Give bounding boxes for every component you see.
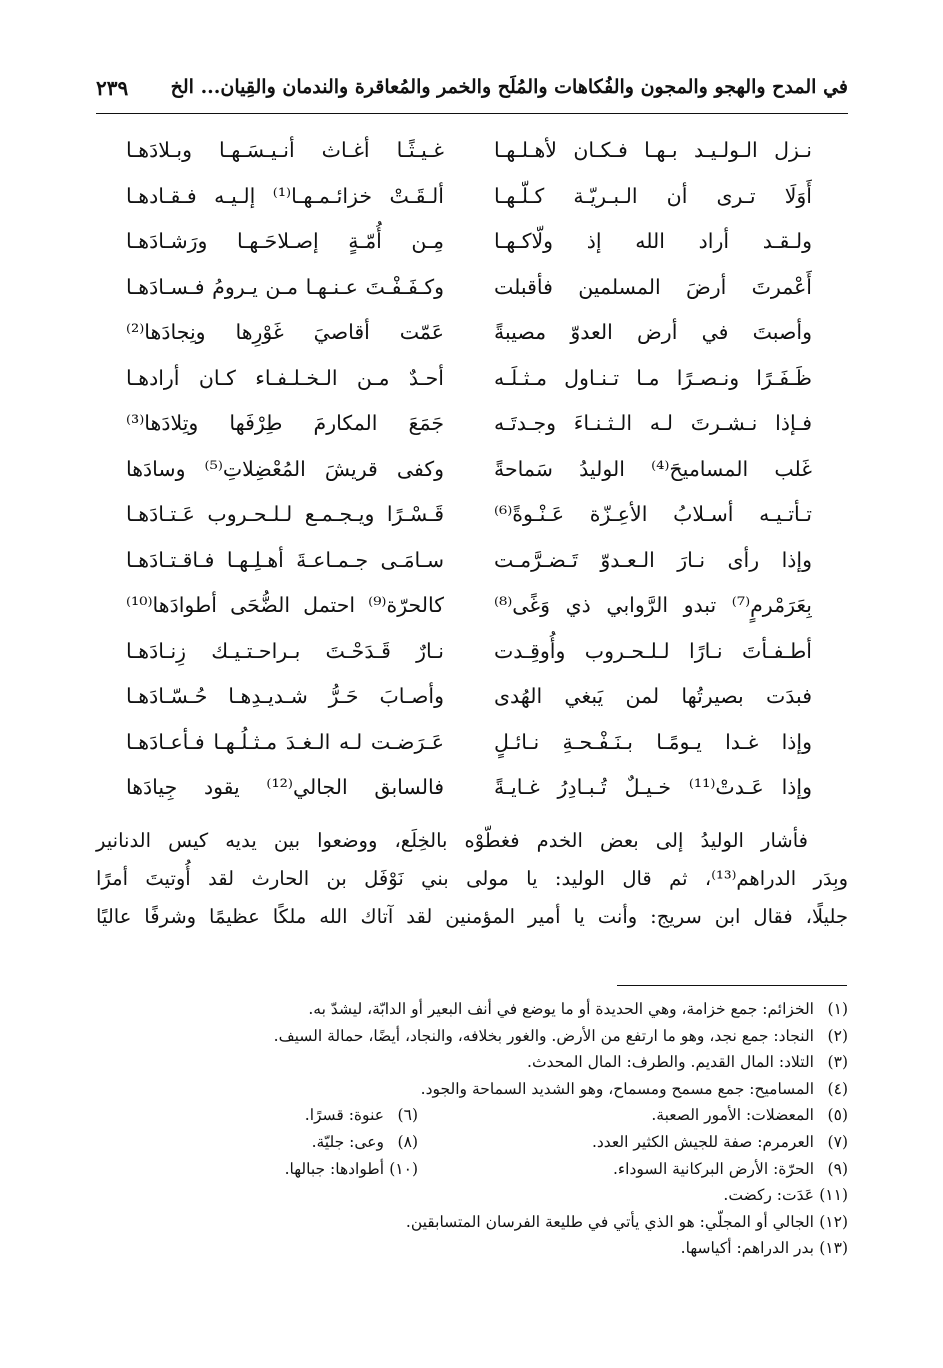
- verse: [96, 674, 848, 720]
- footnote-number: (١٠): [389, 1159, 418, 1178]
- footnotes: [96, 996, 848, 1262]
- footnote-text: وعى: جليّة.: [311, 1132, 384, 1151]
- footnote-text: المساميح: جمع مسمح ومسماح، وهو الشديد السماحة والجود.: [420, 1079, 814, 1098]
- footnote: [96, 1023, 848, 1050]
- verse-second-hemistich: سـامَـى جـمـاعـةَ أهـلِـهـا فـاقـتـادَهـا: [126, 547, 444, 572]
- footnote: [96, 1209, 848, 1236]
- footnote: [96, 1156, 848, 1183]
- footnote: [96, 1235, 848, 1262]
- verse-second-hemistich: وكفى قريشَ المُعْضِلاتِ⁽⁵⁾ وسادَها: [126, 456, 444, 481]
- verse-first-hemistich: أَوَلَا تـرى أن الـبـريّـة كـلّـهـا: [494, 183, 812, 208]
- header-divider: [96, 113, 848, 114]
- footnote-number: (٦): [397, 1106, 418, 1125]
- verse-second-hemistich: جَمَعَ المكارمَ طِرْفَها وتِلادَها⁽³⁾: [126, 411, 444, 435]
- footnote-text: عَدَت: ركضت.: [723, 1186, 814, 1205]
- footnote-text: الحرّة: الأرض البركانية السوداء.: [612, 1159, 814, 1178]
- verse: [96, 720, 848, 766]
- verse-second-hemistich: عَـرَضـت لـه الـغـدَ مـثـلُـهـا فـأعـادَهـا: [126, 729, 444, 754]
- verse-first-hemistich: وإذا رأى نـارَ الـعـدوّ تَـضـرَّمـت: [494, 547, 812, 572]
- footnote-number: (١): [827, 1000, 848, 1018]
- verse-first-hemistich: فبدَت بصيرتُها لمن يَبغي الهُدى: [494, 684, 812, 708]
- verse-second-hemistich: نـارٌ قَـدَحْـتَ بـراحـتـيـك زِنـادَهـا: [126, 638, 444, 663]
- verse-first-hemistich: وأصبتَ في أرض العدوّ مصيبةً: [494, 320, 812, 344]
- verse: [96, 356, 848, 402]
- prose-line: جليلًا، فقال ابن سريج: وأنت يا أمير المؤمنين لقد آتاك الله ملكًا عظيمًا وشرفًا عاليًا: [96, 905, 848, 928]
- footnote-number: (٨): [397, 1132, 418, 1151]
- footnote-number: (٤): [827, 1079, 848, 1098]
- prose-line: فأشار الوليدُ إلى بعض الخدم فغطّوْه بالخِلَع، ووضعوا بين يديه كيس الدنانير: [96, 829, 808, 852]
- verse: [96, 765, 848, 811]
- verse-second-hemistich: وأصـابَ حَـرُّ شـديـدِهـا حُـسّـادَهـا: [126, 684, 444, 708]
- verse-first-hemistich: نـزل الـولـيـد بـهـا فـكـان لأهـلـهـا: [494, 138, 812, 162]
- footnote-text: المعضلات: الأمور الصعبة.: [651, 1106, 814, 1125]
- verse-second-hemistich: فالسابق الجالي⁽¹²⁾ يقود جِيادَها: [126, 775, 444, 799]
- footnote: [96, 1182, 848, 1209]
- verse-first-hemistich: بِعَرَمْرمٍ⁽⁷⁾ تبدو الرَّوابي ذي وَغًى⁽⁸⁾: [494, 593, 812, 617]
- footnote-number: (١٢): [819, 1212, 848, 1231]
- footnote-text: العرمرم: صفة للجيش الكثير العدد.: [591, 1132, 814, 1151]
- verse: [96, 128, 848, 174]
- verse-first-hemistich: فـإذا نـشـرتَ لـه الـثـنـاءَ وجـدتَـه: [494, 411, 812, 435]
- verse-second-hemistich: أحـدٌ مـن الـخـلـفـاء كـان أرادهـا: [126, 365, 444, 390]
- footnote-divider: [617, 985, 847, 986]
- footnote: [96, 1102, 848, 1129]
- footnote: [96, 1129, 848, 1156]
- verse-first-hemistich: أطـفـأتَ نـارًا لـلـحـروب وأُوقِـدت: [494, 638, 812, 663]
- verse: [96, 447, 848, 493]
- footnote-text: عنوة: قسرًا.: [304, 1106, 384, 1125]
- footnote-text: النجاد: جمع نجد، وهو ما ارتفع من الأرض. والغور بخلافه، والنجاد، أيضًا، حمالة السيف.: [273, 1026, 814, 1045]
- verse: [96, 219, 848, 265]
- verse-first-hemistich: وإذا غـدا يـومًـا بـنَـفْـحـةِ نـائـلٍ: [494, 729, 812, 754]
- verse-first-hemistich: ولـقـد أراد الله إذ ولّاكـهـا: [494, 229, 812, 253]
- footnote: [96, 1076, 848, 1103]
- header-title: في المدح والهجو والمجون والفُكاهات والمُلَح والخمر والمُعاقرة والندمان والقِيان... الخ: [170, 76, 848, 98]
- footnote-text: الجالي أو المجلّي: هو الذي يأتي في طليعة الفرسان المتسابقين.: [405, 1212, 814, 1231]
- verse-first-hemistich: تـأتـيـه أسـلابُ الأعِـزّة عَـنْـوةً⁽⁶⁾: [494, 502, 812, 526]
- prose-line: وبِدَر الدراهم⁽¹³⁾، ثم قال الوليد: يا مولى بني نَوْفَل بن الحارث لقد أُوتيتَ أمرًا: [96, 867, 848, 890]
- footnote: [96, 1049, 848, 1076]
- poem: [96, 128, 848, 811]
- prose-paragraph: [96, 822, 848, 936]
- footnote-number: (١١): [819, 1186, 848, 1205]
- verse-second-hemistich: عَمّت أقاصيَ غَوْرِها ونِجادَها⁽²⁾: [126, 320, 444, 344]
- footnote-number: (٢): [827, 1026, 848, 1045]
- verse: [96, 583, 848, 629]
- verse: [96, 174, 848, 220]
- footnote-number: (٥): [827, 1106, 848, 1125]
- verse-first-hemistich: أَعْمرتَ أرضَ المسلمين فأقبلت: [494, 274, 812, 299]
- footnote-number: (٧): [827, 1132, 848, 1151]
- footnote-text: التلاد: المال القديم. والطرف: المال المحدث.: [527, 1053, 814, 1072]
- footnote-number: (١٣): [819, 1239, 848, 1258]
- verse-first-hemistich: وإذا عَـدتْ⁽¹¹⁾ خـيـلٌ تُـبـادِرُ غـايـةً: [494, 775, 812, 799]
- verse-first-hemistich: ظَـفَـرًا ونـصـرًا مـا تـنـاول مـثـلَـه: [494, 365, 812, 390]
- verse-second-hemistich: قَـسْـرًا ويـجـمـع لـلـحـروب عَـتـادَهـا: [126, 502, 444, 526]
- footnote-number: (٩): [827, 1159, 848, 1178]
- page-number: ٢٣٩: [96, 76, 129, 100]
- footnote: [96, 996, 848, 1023]
- verse-first-hemistich: غَلب المساميحَ⁽⁴⁾ الوليدُ سَماحةً: [494, 456, 812, 481]
- footnote-text: بدر الدراهم: أكياسها.: [680, 1239, 814, 1258]
- running-header: [96, 72, 848, 112]
- footnote-number: (٣): [827, 1053, 848, 1072]
- footnote-text: أطوادها: جبالها.: [284, 1159, 384, 1178]
- verse-second-hemistich: كالحرّة⁽⁹⁾ احتمل الضُّحَى أطوادَها⁽¹⁰⁾: [126, 593, 444, 617]
- verse: [96, 310, 848, 356]
- verse: [96, 401, 848, 447]
- verse: [96, 629, 848, 675]
- verse: [96, 538, 848, 584]
- verse-second-hemistich: غـيـثًـا أغـاث أنـيـسَـهـا وبـلادَهـا: [126, 138, 444, 162]
- footnote-text: الخزائم: جمع خزامة، وهي الحديدة أو ما يوضع في أنف البعير أو الدابّة، ليشدّ به.: [308, 1000, 814, 1018]
- verse-second-hemistich: ألـقَـتْ خزائـمـهـا⁽¹⁾ إلـيـه فـقـادهـا: [126, 183, 444, 208]
- verse: [96, 492, 848, 538]
- verse: [96, 265, 848, 311]
- verse-second-hemistich: مِـن أُمّـةٍ إصـلاحَـهـا ورَشـادَهـا: [126, 229, 444, 253]
- verse-second-hemistich: وكـفَـفْـتَ عـنـهـا مـن يـرومُ فـسـادَهـا: [126, 274, 444, 299]
